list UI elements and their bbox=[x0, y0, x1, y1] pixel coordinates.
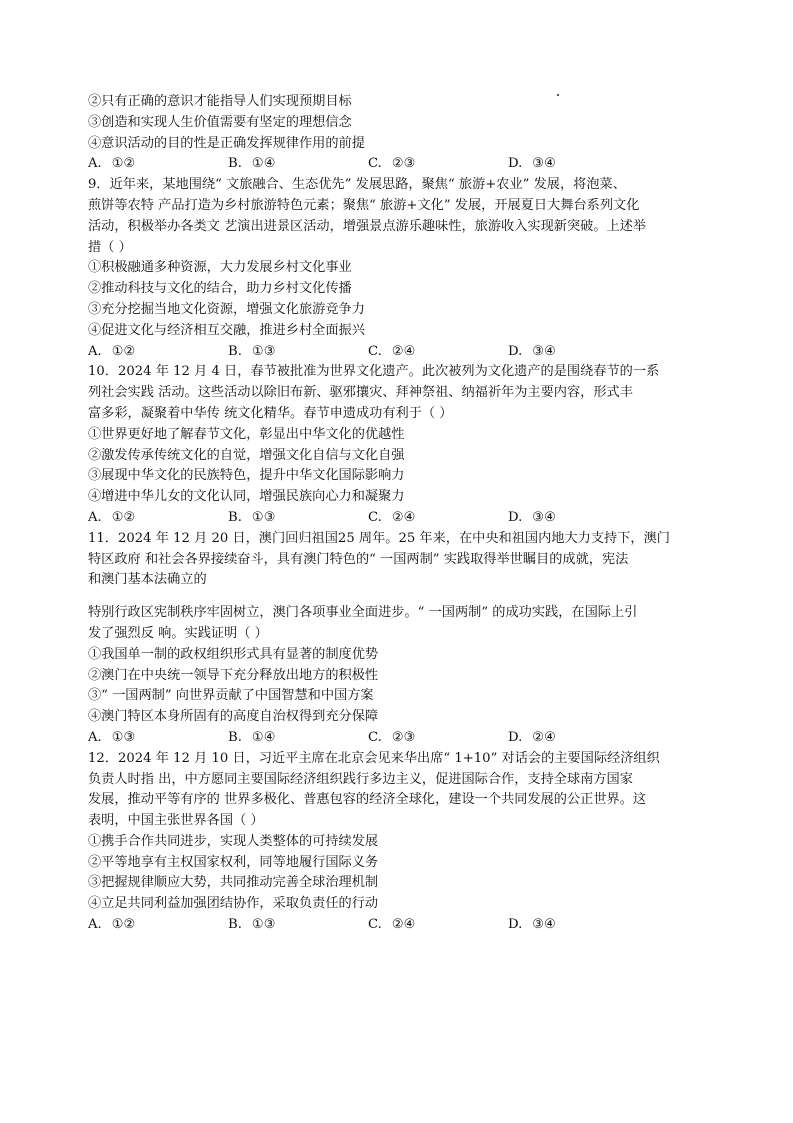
question-stem-line: 发了强烈反 响。实践证明（ ） bbox=[88, 625, 268, 641]
question-stem-line: 发展，推动平等有序的 世界多极化、普惠包容的经济全球化，建设一个共同发展的公正世界。这 bbox=[88, 792, 647, 808]
option-a: A. ①③ bbox=[88, 729, 136, 745]
question-stem-line: 措（ ） bbox=[88, 239, 132, 255]
option-b: B. ①③ bbox=[228, 509, 276, 525]
option-a: A. ①② bbox=[88, 343, 136, 359]
choice-item: ②澳门在中央统一领导下充分释放出地方的积极性 bbox=[88, 667, 379, 683]
question-stem-line: 特别行政区宪制秩序牢固树立，澳门各项事业全面进步。“ 一国两制” 的成功实践，在国际上引 bbox=[88, 605, 638, 621]
choice-item: ③展现中华文化的民族特色，提升中华文化国际影响力 bbox=[88, 468, 405, 484]
option-d: D. ②④ bbox=[508, 729, 556, 745]
option-c: C. ②④ bbox=[368, 509, 416, 525]
option-a: A. ①② bbox=[88, 509, 136, 525]
choice-item: ④意识活动的目的性是正确发挥规律作用的前提 bbox=[88, 135, 365, 151]
option-d: D. ③④ bbox=[508, 509, 556, 525]
choice-item: ②平等地享有主权国家权利，同等地履行国际义务 bbox=[88, 854, 379, 870]
question-stem-line: 表明，中国主张世界各国（ ） bbox=[88, 813, 264, 829]
option-d: D. ③④ bbox=[508, 917, 556, 933]
question-11 bbox=[88, 529, 720, 749]
option-b: B. ①③ bbox=[228, 917, 276, 933]
choice-item: ④增进中华儿女的文化认同，增强民族向心力和凝聚力 bbox=[88, 489, 405, 505]
choice-item: ③创造和实现人生价值需要有坚定的理想信念 bbox=[88, 114, 352, 130]
question-stem-line: 负责人时指 出，中方愿同主要国际经济组织践行多边主义，促进国际合作，支持全球南方国家 bbox=[88, 771, 633, 787]
choice-item: ②激发传承传统文化的自觉，增强文化自信与文化自强 bbox=[88, 447, 405, 463]
question-stem-line: 9．近年来，某地围绕“ 文旅融合、生态优先” 发展思路，聚焦“ 旅游+农业” 发展，将泡菜、 bbox=[88, 177, 626, 193]
answer-options bbox=[88, 342, 720, 363]
question-stem-line: 10．2024 年 12 月 4 日，春节被批准为世界文化遗产。此次被列为文化遗产的是围绕春节的一系 bbox=[88, 364, 660, 380]
option-c: C. ②③ bbox=[368, 729, 416, 745]
question-stem-line: 煎饼等农特 产品打造为乡村旅游特色元素；聚焦“ 旅游+文化” 发展，开展夏日大舞台系列文化 bbox=[88, 197, 640, 213]
question-stem-line: 活动，积极举办各类文 艺演出进景区活动，增强景点游乐趣味性，旅游收入实现新突破。上述举 bbox=[88, 218, 647, 234]
question-stem-line: 和澳门基本法确立的 bbox=[88, 572, 207, 588]
choice-item: ①携手合作共同进步，实现人类整体的可持续发展 bbox=[88, 833, 379, 849]
answer-options bbox=[88, 915, 720, 936]
spacer bbox=[88, 591, 720, 603]
option-d: D. ③④ bbox=[508, 343, 556, 359]
question-stem-line: 列社会实践 活动。这些活动以除旧布新、驱邪攘灾、拜神祭祖、纳福祈年为主要内容，形式丰 bbox=[88, 385, 633, 401]
choice-item: ③充分挖掘当地文化资源，增强文化旅游竞争力 bbox=[88, 301, 365, 317]
choice-item: ③把握规律顺应大势，共同推动完善全球治理机制 bbox=[88, 875, 379, 891]
question-8-tail bbox=[88, 92, 720, 175]
question-stem-line: 11．2024 年 12 月 20 日，澳门回归祖国25 周年。25 年来，在中央和祖国内地大力支持下，澳门 bbox=[88, 530, 670, 546]
answer-options bbox=[88, 508, 720, 529]
choice-item: ④立足共同利益加强团结协作，采取负责任的行动 bbox=[88, 896, 379, 912]
question-stem-line: 特区政府 和社会各界接续奋斗，具有澳门特色的“ 一国两制” 实践取得举世瞩目的成就，宪法 bbox=[88, 551, 629, 567]
option-d: D. ③④ bbox=[508, 156, 556, 172]
question-stem-line: 富多彩，凝聚着中华传 统文化精华。春节申遗成功有利于（ ） bbox=[88, 405, 453, 421]
option-c: C. ②④ bbox=[368, 917, 416, 933]
option-c: C. ②③ bbox=[368, 156, 416, 172]
question-stem-line: 12．2024 年 12 月 10 日，习近平主席在北京会见来华出席“ 1+10” 对话会的主要国际经济组织 bbox=[88, 750, 660, 766]
choice-item: ②只有正确的意识才能指导人们实现预期目标 bbox=[88, 94, 352, 109]
option-b: B. ①④ bbox=[228, 156, 276, 172]
choice-item: ④促进文化与经济相互交融，推进乡村全面振兴 bbox=[88, 322, 365, 338]
choice-item: ①我国单一制的政权组织形式具有显著的制度优势 bbox=[88, 646, 379, 662]
choice-item: ③“ 一国两制” 向世界贡献了中国智慧和中国方案 bbox=[88, 688, 374, 704]
option-b: B. ①③ bbox=[228, 343, 276, 359]
question-12 bbox=[88, 749, 720, 936]
option-a: A. ①② bbox=[88, 156, 136, 172]
choice-item: ④澳门特区本身所固有的高度自治权得到充分保障 bbox=[88, 709, 379, 725]
answer-options bbox=[88, 728, 720, 749]
option-b: B. ①④ bbox=[228, 729, 276, 745]
question-9 bbox=[88, 175, 720, 362]
choice-item: ②推动科技与文化的结合，助力乡村文化传播 bbox=[88, 281, 352, 297]
question-10 bbox=[88, 362, 720, 528]
option-a: A. ①② bbox=[88, 917, 136, 933]
answer-options bbox=[88, 154, 720, 175]
choice-item: ①积极融通多种资源，大力发展乡村文化事业 bbox=[88, 260, 352, 276]
option-c: C. ②④ bbox=[368, 343, 416, 359]
choice-item: ①世界更好地了解春节文化，彰显出中华文化的优越性 bbox=[88, 426, 405, 442]
question-content bbox=[88, 92, 720, 936]
